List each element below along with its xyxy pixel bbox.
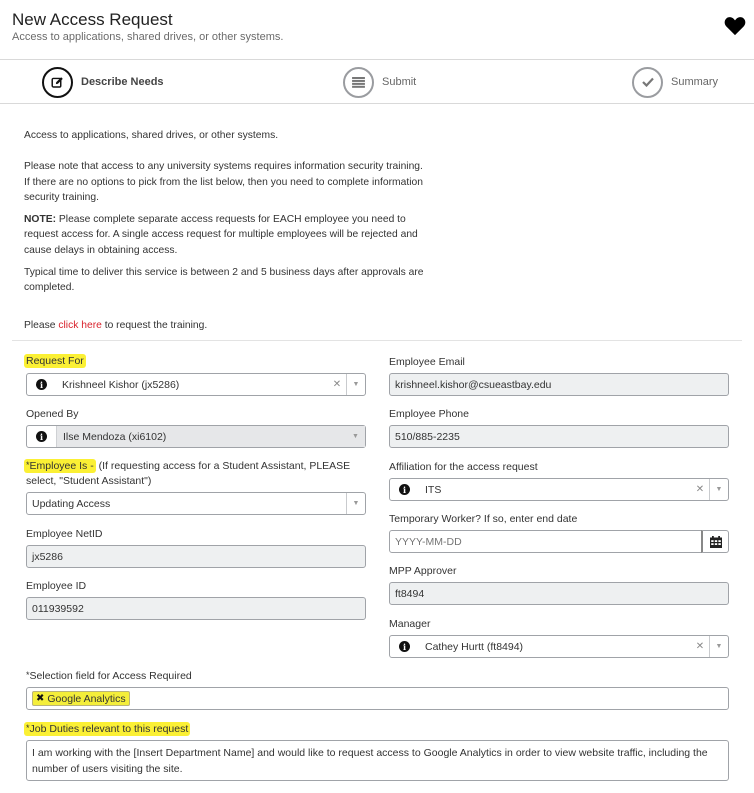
info-icon[interactable]: i <box>399 484 410 495</box>
chevron-down-icon[interactable]: ▼ <box>346 493 365 514</box>
chevron-down-icon[interactable]: ▼ <box>709 636 728 657</box>
info-box <box>27 374 56 395</box>
required-star: * <box>26 460 30 470</box>
temp-worker-date-input[interactable] <box>389 530 703 553</box>
page-subtitle: Access to applications, shared drives, or other systems. <box>12 31 284 43</box>
intro-paragraph: Please note that access to any university systems requires information security training. If there are no options to pick from the list below, then you need to complete information security training. <box>24 161 423 203</box>
affiliation-value: ITS <box>425 483 442 496</box>
calendar-icon <box>710 536 722 548</box>
affiliation-select[interactable] <box>389 478 729 501</box>
chevron-down-icon[interactable]: ▼ <box>709 479 728 500</box>
employee-is-label-text: Employee Is - <box>29 460 94 472</box>
training-prefix: Please <box>24 319 59 331</box>
opened-by-value: Ilse Mendoza (xi6102) <box>56 426 346 447</box>
info-box <box>27 426 56 447</box>
required-star: * <box>26 670 30 680</box>
step-summary[interactable] <box>632 66 718 98</box>
affiliation-label: Affiliation for the access request <box>389 461 538 473</box>
access-required-label <box>26 670 192 682</box>
mpp-approver-field[interactable]: ft8494 <box>389 582 729 605</box>
clear-icon[interactable]: ✕ <box>332 379 342 390</box>
employee-id-label: Employee ID <box>26 580 87 592</box>
intro-paragraph: Typical time to deliver this service is between 2 and 5 business days after approvals are completed. <box>24 267 424 294</box>
employee-phone-label: Employee Phone <box>389 408 469 420</box>
training-paragraph <box>24 318 424 333</box>
page-title: New Access Request <box>12 10 173 29</box>
required-star: * <box>26 723 30 733</box>
employee-email-label: Employee Email <box>389 356 465 368</box>
tag-label: Google Analytics <box>47 692 126 705</box>
step-label: Summary <box>671 76 719 88</box>
selected-tag <box>32 691 130 706</box>
mpp-approver-label: MPP Approver <box>389 565 457 577</box>
training-link[interactable]: click here <box>58 319 102 331</box>
note-text: Please complete separate access requests for EACH employee you need to request access for. A single access request for multiple employees will be rejected and cause delays in obtaining access. <box>24 214 418 256</box>
step-describe-needs[interactable] <box>42 66 164 98</box>
info-box <box>390 636 419 657</box>
heart-icon[interactable] <box>724 16 746 36</box>
step-label: Submit <box>382 76 417 88</box>
note-label: NOTE: <box>24 214 57 226</box>
clear-icon[interactable]: ✕ <box>695 484 705 495</box>
employee-is-select[interactable] <box>26 492 366 515</box>
note-paragraph <box>24 212 424 258</box>
info-icon[interactable]: i <box>36 379 47 390</box>
chevron-down-icon[interactable]: ▼ <box>346 426 365 447</box>
request-for-select[interactable] <box>26 373 366 396</box>
job-duties-label-highlight <box>24 722 190 736</box>
employee-is-hint: (If requesting access for a Student Assistant, PLEASE <box>95 460 351 472</box>
info-icon[interactable]: i <box>399 641 410 652</box>
progress-steps <box>0 60 754 104</box>
chevron-down-icon[interactable]: ▼ <box>346 374 365 395</box>
opened-by-select[interactable] <box>26 425 366 448</box>
access-required-label-text: Selection field for Access Required <box>29 670 192 682</box>
info-box <box>390 479 419 500</box>
step-label: Describe Needs <box>81 76 164 88</box>
manager-select[interactable] <box>389 635 729 658</box>
employee-netid-label: Employee NetID <box>26 528 103 540</box>
page-header <box>0 0 754 60</box>
info-icon[interactable]: i <box>36 431 47 442</box>
check-icon <box>632 67 663 98</box>
calendar-button[interactable] <box>701 530 729 553</box>
manager-value: Cathey Hurtt (ft8494) <box>425 640 524 653</box>
intro-text <box>24 128 424 333</box>
training-suffix: to request the training. <box>101 319 208 331</box>
employee-phone-field[interactable]: 510/885-2235 <box>389 425 729 448</box>
list-icon <box>343 67 374 98</box>
remove-tag-icon[interactable]: ✖ <box>36 693 45 704</box>
divider <box>12 340 742 341</box>
employee-netid-field[interactable]: jx5286 <box>26 545 366 568</box>
job-duties-label <box>26 723 190 735</box>
clear-icon[interactable]: ✕ <box>695 641 705 652</box>
employee-is-label <box>26 460 350 472</box>
manager-label: Manager <box>389 618 431 630</box>
temp-worker-label: Temporary Worker? If so, enter end date <box>389 513 578 525</box>
employee-email-field[interactable]: krishneel.kishor@csueastbay.edu <box>389 373 729 396</box>
employee-is-value: Updating Access <box>32 497 111 510</box>
employee-id-field[interactable]: 011939592 <box>26 597 366 620</box>
access-required-multiselect[interactable] <box>26 687 729 710</box>
employee-is-label-highlight <box>24 459 96 473</box>
job-duties-textarea[interactable]: I am working with the [Insert Department Name] and would like to request access to Google Analytics in order to view website traffic, including the number of users visiting the site. <box>26 740 729 781</box>
intro-paragraph: Access to applications, shared drives, or other systems. <box>24 130 279 141</box>
job-duties-label-text: Job Duties relevant to this request <box>29 723 189 735</box>
employee-is-hint-line2: select, "Student Assistant") <box>26 475 152 487</box>
request-for-label <box>26 355 86 367</box>
request-for-value: Krishneel Kishor (jx5286) <box>62 378 180 391</box>
step-submit[interactable] <box>343 66 416 98</box>
edit-icon <box>42 67 73 98</box>
opened-by-label: Opened By <box>26 408 79 420</box>
request-for-label-text: Request For <box>26 355 84 367</box>
